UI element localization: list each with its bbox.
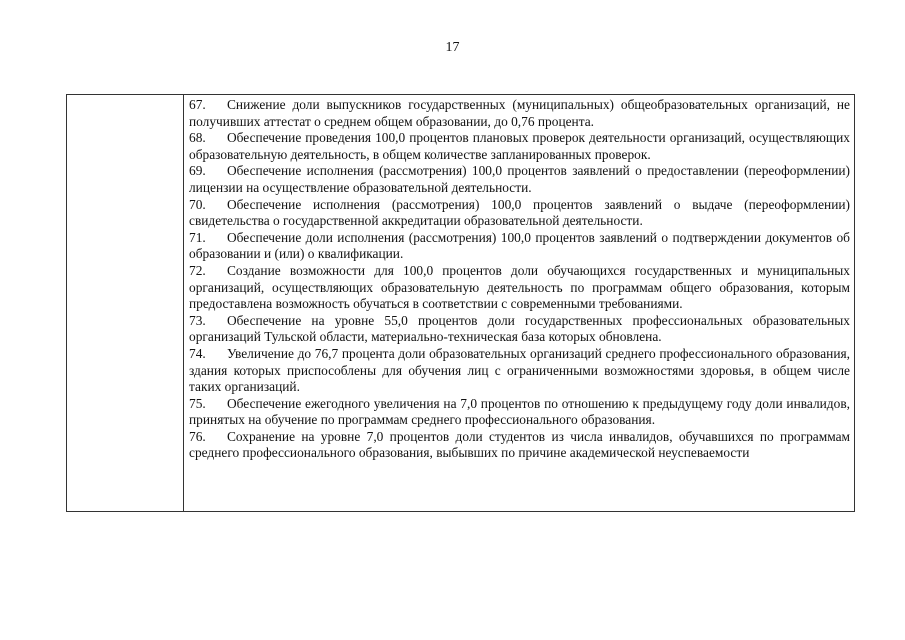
list-item bbox=[189, 197, 850, 230]
list-item bbox=[189, 429, 850, 462]
item-text: Обеспечение на уровне 55,0 процентов доли государственных профессиональных образовательных организаций Тульской области, материально-техническая база которых обновлена. bbox=[189, 312, 850, 345]
page-number: 17 bbox=[445, 40, 460, 55]
item-number: 75. bbox=[189, 395, 206, 411]
list-item bbox=[189, 346, 850, 396]
item-text: Обеспечение ежегодного увеличения на 7,0 процентов по отношению к предыдущему году доли инвалидов, принятых на обучение по программам среднего профессионального образования. bbox=[189, 395, 850, 428]
table-right-column bbox=[184, 95, 854, 511]
list-item bbox=[189, 313, 850, 346]
item-text: Снижение доли выпускников государственных (муниципальных) общеобразовательных организаций, не получивших аттестат о среднем общем образовании, до 0,76 процента. bbox=[189, 97, 850, 129]
item-number: 68. bbox=[189, 130, 206, 146]
item-number: 70. bbox=[189, 196, 206, 212]
item-number: 76. bbox=[189, 428, 206, 444]
item-text: Создание возможности для 100,0 процентов доли обучающихся государственных и муниципальных организаций, осуществляющих образовательную деятельность по программам общего образования, которым предоставлена возможность обучаться в соответствии с современными требованиями. bbox=[189, 262, 850, 312]
item-text: Увеличение до 76,7 процента доли образовательных организаций среднего профессионального образования, здания которых приспособлены для обучения лиц с ограниченными возможностями здоровья, в общем числе таких организаций. bbox=[189, 345, 850, 395]
item-text: Обеспечение доли исполнения (рассмотрения) 100,0 процентов заявлений о подтверждении документов об образовании и (или) о квалификации. bbox=[189, 229, 850, 262]
item-number: 74. bbox=[189, 345, 206, 361]
item-number: 71. bbox=[189, 229, 206, 245]
document-table bbox=[66, 94, 855, 512]
list-item bbox=[189, 230, 850, 263]
item-text: Обеспечение проведения 100,0 процентов плановых проверок деятельности организаций, осуществляющих образовательную деятельность, в общем количестве запланированных проверок. bbox=[189, 130, 850, 162]
list-item bbox=[189, 130, 850, 163]
list-item bbox=[189, 396, 850, 429]
item-text: Сохранение на уровне 7,0 процентов доли студентов из числа инвалидов, обучавшихся по программам среднего профессионального образования, выбывших по причине академической неуспеваемости bbox=[189, 428, 850, 461]
item-number: 72. bbox=[189, 262, 206, 278]
item-text: Обеспечение исполнения (рассмотрения) 100,0 процентов заявлений о предоставлении (переоформлении) лицензии на осуществление образовательной деятельности. bbox=[189, 163, 850, 195]
list-item bbox=[189, 97, 850, 130]
item-number: 69. bbox=[189, 163, 206, 179]
list-item bbox=[189, 263, 850, 313]
item-text: Обеспечение исполнения (рассмотрения) 100,0 процентов заявлений о выдаче (переоформлении) свидетельства о государственной аккредитации образовательной деятельности. bbox=[189, 196, 850, 229]
item-number: 67. bbox=[189, 97, 206, 112]
item-number: 73. bbox=[189, 312, 206, 328]
list-item bbox=[189, 163, 850, 196]
table-left-column bbox=[67, 95, 184, 511]
